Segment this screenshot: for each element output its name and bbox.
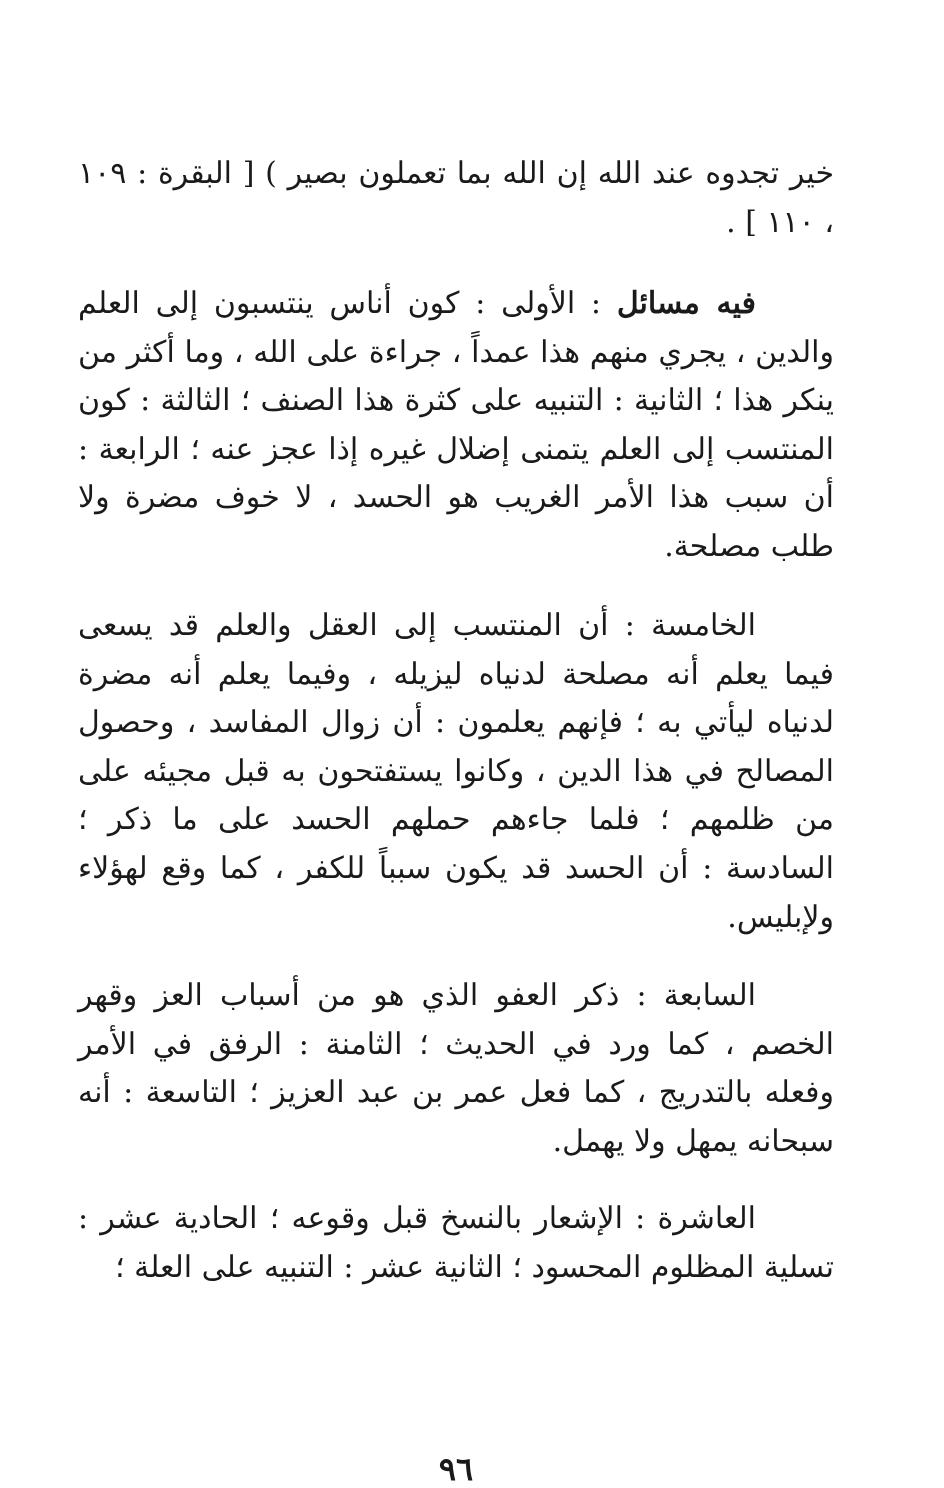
paragraph-text: العاشرة : الإشعار بالنسخ قبل وقوعه ؛ الحادية عشر : تسلية المظلوم المحسود ؛ الثانية عشر : التنبيه على العلة ؛: [78, 1201, 834, 1285]
paragraph-verse-end: [78, 150, 834, 247]
document-page: [78, 150, 835, 1488]
paragraph-fifth: [78, 602, 834, 942]
paragraph-tenth: [78, 1195, 834, 1292]
paragraph-seventh: [78, 972, 834, 1166]
paragraph-text: الخامسة : أن المنتسب إلى العقل والعلم قد يسعى فيما يعلم أنه مصلحة لدنياه ليزيله ، وفيما يعلم أنه مضرة لدنياه ليأتي به ؛ فإنهم يعلمون : أن زوال المفاسد ، وحصول المصالح في هذا الدين ، وكانوا يستفتحون به قبل مجيئه على من ظلمهم ؛ فلما جاءهم حملهم الحسد على ما ذكر ؛ السادسة : أن الحسد قد يكون سبباً للكفر ، كما وقع لهؤلاء ولإبليس.: [78, 608, 834, 935]
paragraph-text: خير تجدوه عند الله إن الله بما تعملون بصير ) [ البقرة : ١٠٩ ، ١١٠ ] .: [78, 156, 834, 240]
section-lead: فيه مسائل: [616, 286, 757, 321]
paragraph-text: : الأولى : كون أناس ينتسبون إلى العلم والدين ، يجري منهم هذا عمداً ، جراءة على الله ، وما أكثر من ينكر هذا ؛ الثانية : التنبيه على كثرة هذا الصنف ؛ الثالثة : كون المنتسب إلى العلم يتمنى إضلال غيره إذا عجز عنه ؛ الرابعة : أن سبب هذا الأمر الغريب هو الحسد ، لا خوف مضرة ولا طلب مصلحة.: [78, 286, 835, 564]
paragraph-masail: [78, 280, 834, 572]
page-number: ٩٦: [438, 1450, 474, 1488]
paragraph-text: السابعة : ذكر العفو الذي هو من أسباب العز وقهر الخصم ، كما ورد في الحديث ؛ الثامنة : الرفق في الأمر وفعله بالتدريج ، كما فعل عمر بن عبد العزيز ؛ التاسعة : أنه سبحانه يمهل ولا يهمل.: [78, 978, 834, 1159]
